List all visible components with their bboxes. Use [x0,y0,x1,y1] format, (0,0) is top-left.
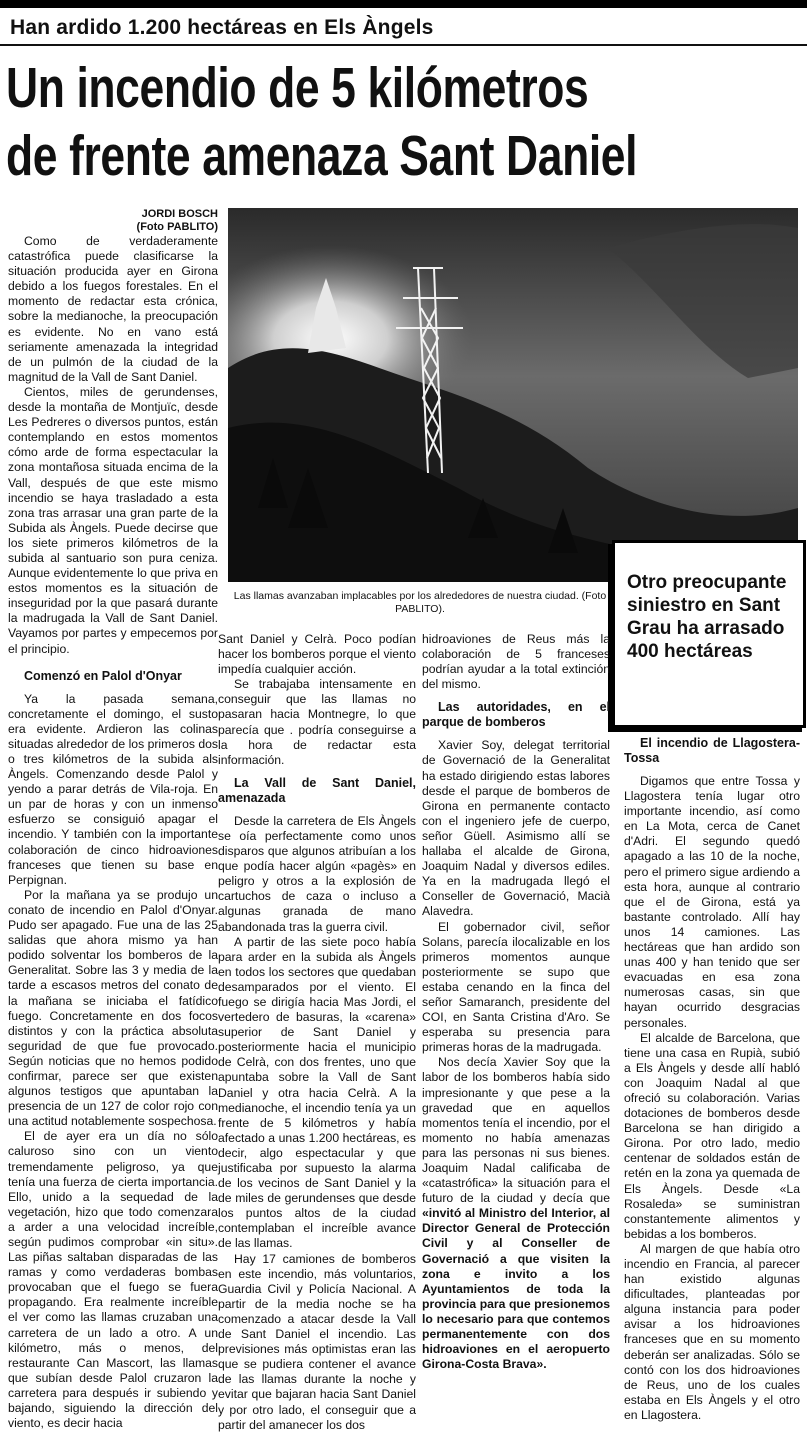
top-rule [0,0,807,8]
paragraph-text: Nos decía Xavier Soy que la labor de los bomberos había sido impresionante y que pese a la gravedad que en aquellos momentos tenía el incendio, por el momento no había amenazas para las personas ni sus bienes. Joaquim Nadal calificaba de «catastrófica» la situación para el futuro de la ciudad y decía que [422,1055,610,1206]
paragraph: El alcalde de Barcelona, que tiene una casa en Rupià, subió a Els Àngels y desde allí habló con Joaquim Nadal al que ofreció su colaboración. Varias dotaciones de bomberos desde Barcelona se han dirigido a Girona. Por otro lado, medio centenar de soldados están de retén en la zona ya quemada de Els Àngels. Desde «La Rosaleda» se suministran constantemente alimentos y bebidas a los bomberos. [624,1030,800,1241]
column-2 [218,632,416,1432]
photo-caption: Las llamas avanzaban implacables por los alrededores de nuestra ciudad. (Foto PABLITO). [233,590,607,615]
kicker-rule [0,44,807,46]
paragraph: A partir de las siete poco había para arder en la subida als Àngels en todos los sectores que quedaban desamparados por el viento. El fuego se dirigía hacia Mas Jordi, el vertedero de basuras, la «carena» superior de Sant Daniel y posteriormente hacia el municipio de Celrà, con dos frentes, uno que apuntaba sobre la Vall de Sant Daniel y otra hacia Celrà. A la medianoche, el incendio tenía ya un frente de 5 kilómetros y había afectado a unas 1.200 hectáreas, es decir, algo espectacular y que justificaba por supuesto la alarma de los vecinos de Sant Daniel y la de miles de gerundenses que desde los puntos altos de la ciudad contemplaban el increíble avance de las llamas. [218,934,416,1251]
paragraph: Digamos que entre Tossa y Llagostera tenía lugar otro importante incendio, así como en La Mota, cerca de Canet d'Adri. El segundo quedó apagado a las 10 de la noche, pero el primero sigue ardiendo a esta hora, aunque al contrario que el de Girona, está ya bastante controlado. Allí hay unos 14 camiones. Las hectáreas que han ardido son unas 400 y han tenido que ser evacuadas en esa zona numerosas casas, sin que hayan ocurrido desgracias personales. [624,774,800,1030]
headline-line-2: de frente amenaza Sant Daniel [6,124,638,188]
paragraph: Hay 17 camiones de bomberos en este incendio, más voluntarios, Guardia Civil y Policía Nacional. A partir de la media noche se ha comenzado a atacar desde la Vall de Sant Daniel el incendio. Las previsiones más optimistas eran las que se pudiera contener el avance de las llamas durante la noche y evitar que bajaran hacia Sant Daniel y por otro lado, el conseguir que a partir del amanecer los dos [218,1251,416,1432]
quote-bold: «invitó al Ministro del Interior, al Director General de Protección Civil y al Conseller de Governació a que visiten la zona e invito a los Ayuntamientos de toda la provincia para que presionemos lo necesario para que contemos permanentemente con dos hidroaviones en el aeropuerto Girona-Costa Brava». [422,1206,610,1372]
subheading: La Vall de Sant Daniel, amenazada [218,775,416,805]
paragraph: Ya la pasada semana, concretamente el domingo, el susto era evidente. Ardieron las colinas situadas alrededor de los primeros dos o tres kilómetros de la subida als Àngels. Comenzando desde Palol y yendo a parar detrás de Vila-roja. En un par de horas y con un inmenso esfuerzo se consiguió apagar el incendio. Y también con la importante colaboración de cinco hidroaviones franceses que tienen su base en Perpignan. [8,691,219,887]
paragraph: Por la mañana ya se produjo un conato de incendio en Palol d'Onyar. Pudo ser apagado. Fue una de las 25 salidas que ahora mismo ya han podido solventar los bomberos de la Generalitat. Sobre las 3 y media de la tarde a escasos metros del conato de la mañana se iniciaba el fatídico fuego. Concretamente en dos focos distintos y con la práctica absoluta seguridad de que fue provocado. Según noticias que no hemos podido confirmar, parece ser que existen algunos testigos que apuntaban la presencia de un 127 de color rojo con una actitud notablemente sospechosa. [8,887,218,1129]
paragraph: Al margen de que había otro incendio en Francia, al parecer han existido algunas dificultades, planteadas por alguna instancia para poder avisar a los hidroaviones franceses que en su momento deberán ser analizadas. Sólo se contó con los dos hidroaviones de Reus, uno de los cuales estaba en Els Àngels y el otro en Llagostera. [624,1241,800,1422]
paragraph [422,1055,610,1372]
paragraph: El gobernador civil, señor Solans, parecía ilocalizable en los primeros momentos aunque posteriormente se supo que estaba cenando en la finca del señor Samaranch, presidente del COI, en Santa Cristina d'Aro. Se esperaba su presencia para primeras horas de la madrugada. [422,919,610,1055]
subheading: El incendio de Llagostera-Tossa [624,736,800,765]
headline-line-1: Un incendio de 5 kilómetros [6,56,589,120]
subheading: Comenzó en Palol d'Onyar [24,668,182,683]
kicker: Han ardido 1.200 hectáreas en Els Àngels [10,16,434,39]
subheading: Las autoridades, en el parque de bomberos [422,700,610,730]
paragraph: Desde la carretera de Els Àngels se oía perfectamente como unos disparos que algunos atribuían a los que podía hacer algún «pagès» en peligro y otros a la explosión de cartuchos de caza o incluso a algunas granada de mano abandonada tras la guerra civil. [218,813,416,934]
paragraph: El de ayer era un día no sólo caluroso sino con un viento tremendamente peligroso, ya que tenía una fuerza de cierta importancia. Ello, unido a la sequedad de la vegetación, hizo que todo comenzara a arder a una velocidad increíble, según pudimos comprobar «in situ». Las piñas saltaban disparadas de las ramas y como verdaderas bombas provocaban que el fuego se fuera propagando. Era realmente increíble el ver como las llamas cruzaban una carretera de un lado a otro. A un kilómetro, más o menos, del restaurante Can Mascort, las llamas que subían desde Palol cruzaron la carretera para después ir subiendo y bajando, siguiendo la dirección del viento, es decir hacia [8,1129,218,1431]
sidebar-box-text: Otro preocupante siniestro en Sant Grau ha arrasado 400 hectáreas [627,572,787,662]
paragraph: Se trabajaba intensamente en conseguir que las llamas no pasaran hacia Montnegre, lo que parecía que . podría conseguirse a la hora de redactar esta información. [218,677,416,767]
column-3 [422,632,610,1372]
paragraph: Como de verdaderamente catastrófica puede clasificarse la situación producida ayer en Girona debido a los fuegos forestales. En el momento de redactar esta crónica, sobre la medianoche, la preocupación es evidente. No en vano está seriamente amenazada la integridad de un pulmón de la ciudad de la magnitud de la Vall de Sant Daniel. [8,234,218,384]
headline [6,54,638,190]
column-4 [624,736,800,1422]
paragraph: Xavier Soy, delegat territorial de Governació de la Generalitat ha estado dirigiendo estas labores desde el parque de bomberos de Girona en permanente contacto con el ingeniero jefe de cuerpo, señor Güell. Asimismo allí se hallaba el alcalde de Girona, Joaquim Nadal y diversos ediles. Ya en la madrugada llegó el Conseller de Governació, Macià Alavedra. [422,738,610,919]
fire-photo [228,208,798,582]
byline-photo-credit: (Foto PABLITO) [136,221,218,233]
paragraph: Cientos, miles de gerundenses, desde la montaña de Montjuïc, desde Les Pedreres o diversos puntos, están contemplando en estos momentos cómo arde de forma espectacular la zona montañosa situada encima de la Vall, después de que este mismo incendio se haya trasladado a esta zona tras arrasar una gran parte de la Subida als Àngels. Puede decirse que los siete primeros kilómetros de la subida al santuario son pura ceniza. Aunque evidentemente lo que priva en estos momentos es la situación de inseguridad por la que pasará durante la madrugada la Vall de Sant Daniel. Vayamos por partes y empecemos por el principio. [8,384,218,656]
paragraph: hidroaviones de Reus más la colaboración de 5 franceses podrían ayudar a la total extinción del mismo. [422,632,610,692]
sidebar-box [612,540,806,728]
paragraph: Sant Daniel y Celrà. Poco podían hacer los bomberos porque el viento impedía cualquier acción. [218,632,416,677]
column-1 [8,208,219,1431]
byline [8,208,218,234]
fire-photo-image [228,208,798,582]
byline-author: JORDI BOSCH [141,208,218,220]
